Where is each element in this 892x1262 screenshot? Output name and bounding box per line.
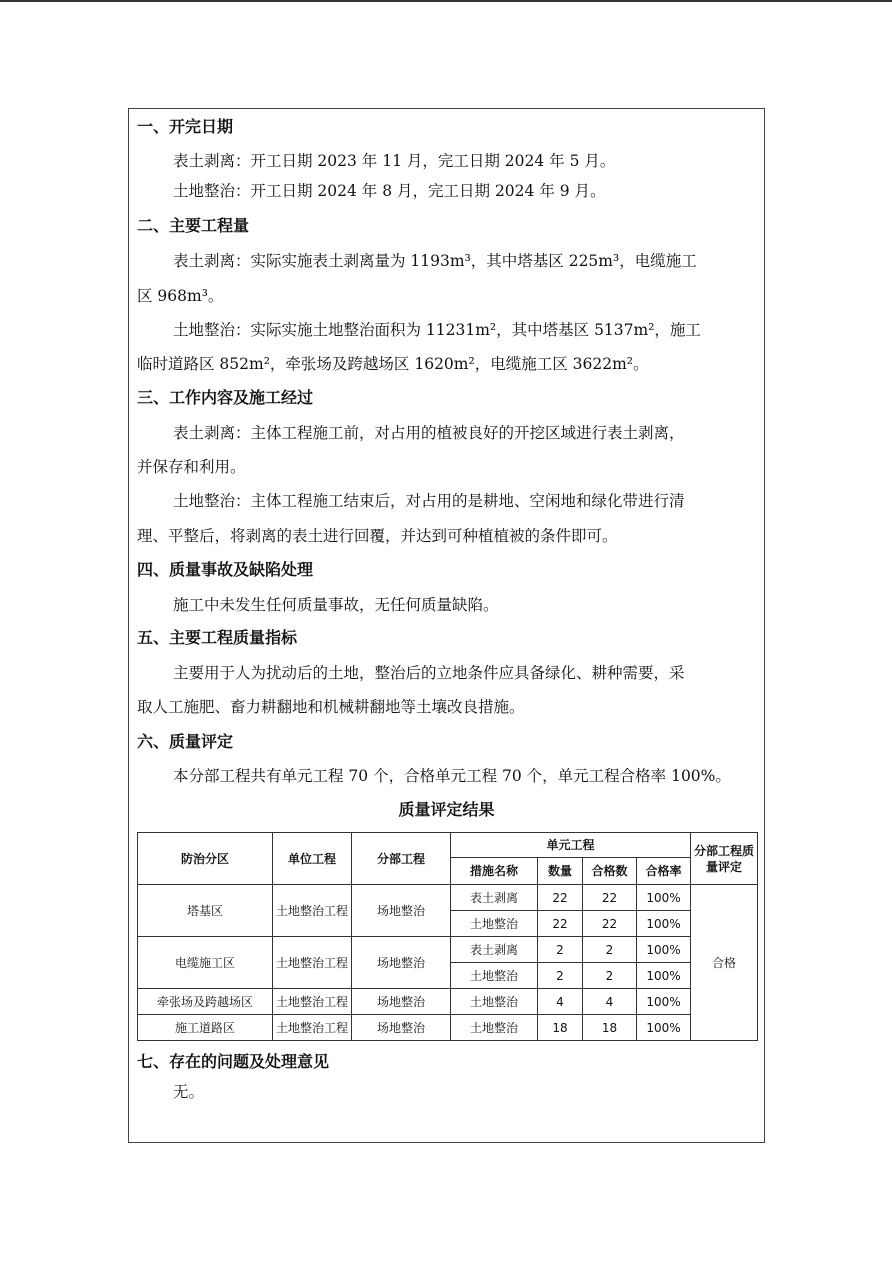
section-title-dates: 一、开完日期 [137,117,234,136]
cell-count: 4 [538,989,583,1015]
cell-measure: 表土剥离 [451,937,538,963]
paragraph-quality-rating: 本分部工程共有单元工程 70 个，合格单元工程 70 个，单元工程合格率 100%。 [173,767,731,785]
cell-overall-rating: 合格 [691,885,758,1041]
cell-unit-project: 土地整治工程 [273,937,352,989]
section-title-defects: 四、质量事故及缺陷处理 [137,560,314,579]
cell-qualified: 18 [583,1015,637,1041]
cell-zone: 牵张场及跨越场区 [138,989,273,1015]
cell-qualified: 22 [583,885,637,911]
cell-measure: 土地整治 [451,963,538,989]
header-unit-project: 单位工程 [273,833,352,885]
cell-rate: 100% [637,963,691,989]
quality-rating-table [137,832,758,1041]
paragraph-stripping-work-line1: 表土剥离：主体工程施工前，对占用的植被良好的开挖区域进行表土剥离， [173,424,685,442]
table-title: 质量评定结果 [398,800,495,819]
cell-sub-project: 场地整治 [352,937,451,989]
cell-count: 18 [538,1015,583,1041]
cell-unit-project: 土地整治工程 [273,989,352,1015]
paragraph-stripping-work-line2: 并保存和利用。 [137,458,246,476]
cell-rate: 100% [637,937,691,963]
paragraph-land-work-line2: 理、平整后，将剥离的表土进行回覆，并达到可种植植被的条件即可。 [137,527,618,545]
cell-qualified: 4 [583,989,637,1015]
table-row [138,1015,758,1041]
section-title-work-content: 三、工作内容及施工经过 [137,388,314,407]
cell-sub-project: 场地整治 [352,989,451,1015]
cell-rate: 100% [637,911,691,937]
cell-count: 22 [538,911,583,937]
header-sub-project: 分部工程 [352,833,451,885]
paragraph-land-qty-line1: 土地整治：实际实施土地整治面积为 11231m²，其中塔基区 5137m²，施工 [173,321,701,339]
paragraph-land-work-line1: 土地整治：主体工程施工结束后，对占用的是耕地、空闲地和绿化带进行清 [173,492,685,510]
paragraph-stripping-dates: 表土剥离：开工日期 2023 年 11 月，完工日期 2024 年 5 月。 [173,152,616,170]
cell-rate: 100% [637,1015,691,1041]
paragraph-indicators-line1: 主要用于人为扰动后的土地，整治后的立地条件应具备绿化、耕种需要，采 [173,664,685,682]
header-zone: 防治分区 [138,833,273,885]
cell-unit-project: 土地整治工程 [273,885,352,937]
paragraph-stripping-qty-line1: 表土剥离：实际实施表土剥离量为 1193m³，其中塔基区 225m³，电缆施工 [173,252,697,270]
paragraph-land-qty-line2: 临时道路区 852m²，牵张场及跨越场区 1620m²，电缆施工区 3622m²。 [137,355,649,373]
cell-count: 2 [538,963,583,989]
cell-qualified: 22 [583,911,637,937]
cell-measure: 表土剥离 [451,885,538,911]
cell-count: 22 [538,885,583,911]
cell-measure: 土地整治 [451,989,538,1015]
cell-count: 2 [538,937,583,963]
header-measure: 措施名称 [451,858,538,885]
paragraph-indicators-line2: 取人工施肥、畜力耕翻地和机械耕翻地等土壤改良措施。 [137,698,525,716]
paragraph-defects: 施工中未发生任何质量事故，无任何质量缺陷。 [173,596,499,614]
cell-zone: 施工道路区 [138,1015,273,1041]
header-unit-engineering: 单元工程 [451,833,691,858]
top-border-line [0,0,892,2]
paragraph-stripping-qty-line2: 区 968m³。 [137,287,224,305]
header-rating: 分部工程质量评定 [691,833,758,885]
cell-qualified: 2 [583,963,637,989]
cell-sub-project: 场地整治 [352,885,451,937]
section-title-issues: 七、存在的问题及处理意见 [137,1052,330,1071]
header-count: 数量 [538,858,583,885]
paragraph-issues: 无。 [173,1083,205,1101]
cell-measure: 土地整治 [451,911,538,937]
cell-rate: 100% [637,885,691,911]
cell-sub-project: 场地整治 [352,1015,451,1041]
table-row [138,937,758,963]
cell-qualified: 2 [583,937,637,963]
cell-unit-project: 土地整治工程 [273,1015,352,1041]
section-title-quality-indicators: 五、主要工程质量指标 [137,628,298,647]
cell-rate: 100% [637,989,691,1015]
header-rate: 合格率 [637,858,691,885]
paragraph-land-dates: 土地整治：开工日期 2024 年 8 月，完工日期 2024 年 9 月。 [173,182,606,200]
cell-zone: 塔基区 [138,885,273,937]
table-row [138,989,758,1015]
table-row [138,885,758,911]
cell-zone: 电缆施工区 [138,937,273,989]
section-title-quantities: 二、主要工程量 [137,216,250,235]
cell-measure: 土地整治 [451,1015,538,1041]
header-qualified: 合格数 [583,858,637,885]
section-title-quality-rating: 六、质量评定 [137,732,234,751]
